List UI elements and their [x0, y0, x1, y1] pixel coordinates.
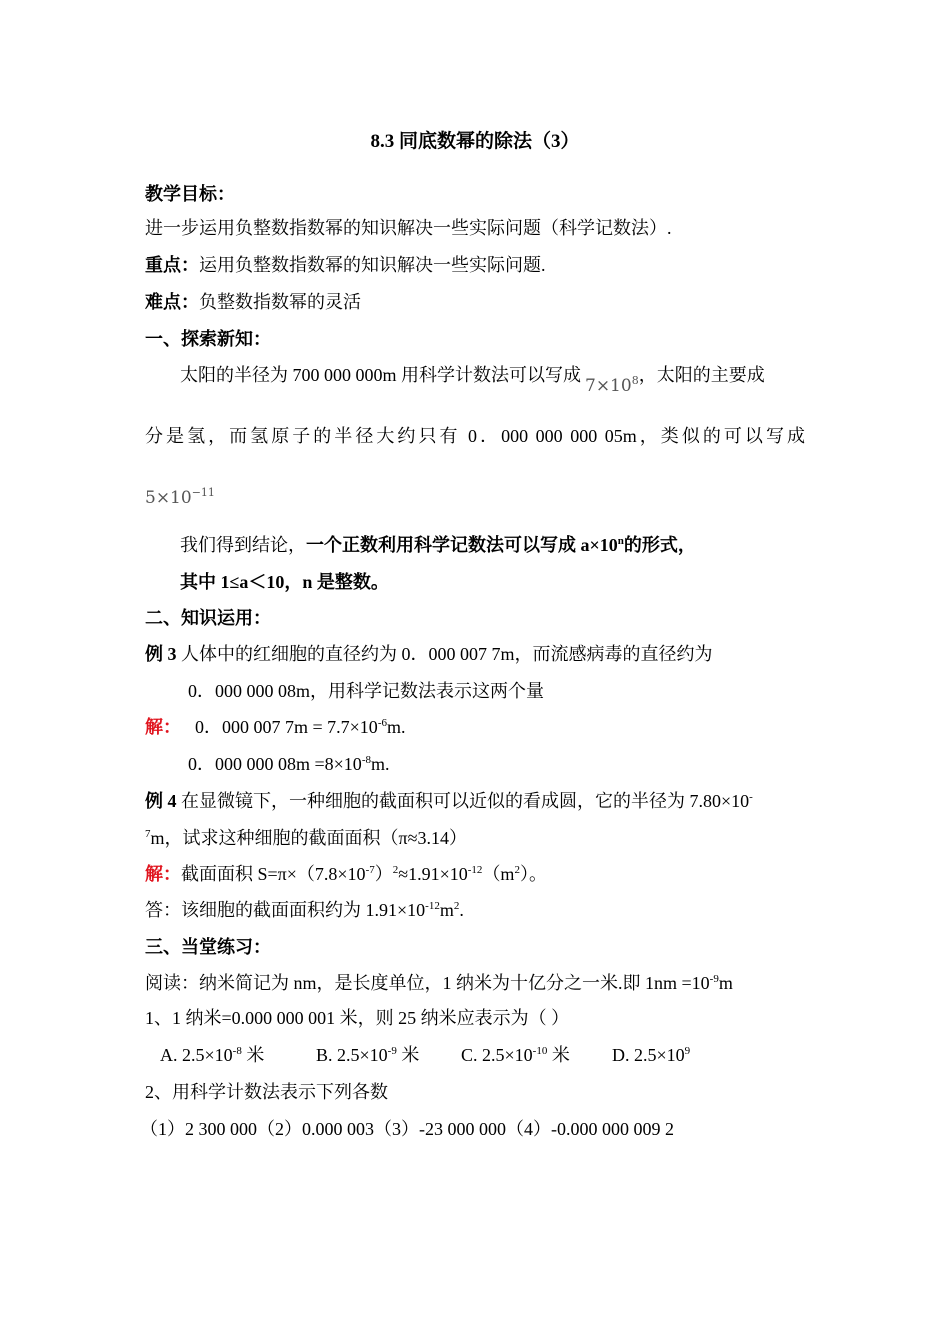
solution4-a: 截面面积 S=π×（7.8×10	[181, 864, 366, 884]
solution3-line1	[145, 715, 406, 739]
option-c-unit: 米	[547, 1045, 570, 1065]
sun-radius-text: 太阳的半径为 700 000 000m 用科学计数法可以写成	[180, 365, 581, 385]
conclusion-statement-b: 的形式，	[623, 535, 696, 555]
answer4-b: m	[439, 900, 454, 920]
example4-exp2: 7	[145, 828, 151, 840]
solution3-value1: 0．000 007 7m = 7.7×10	[195, 717, 378, 737]
question1: 1、1 纳米=0.000 000 001 米，则 25 纳米应表示为（ ）	[145, 1008, 570, 1028]
answer4-a: 答：该细胞的截面面积约为 1.91×10	[145, 900, 426, 920]
example3-text: 人体中的红细胞的直径约为 0．000 007 7m，而流感病毒的直径约为	[176, 644, 713, 664]
example4-line	[145, 789, 753, 813]
section3-heading: 三、当堂练习：	[145, 937, 271, 957]
key-text: 运用负整数指数幂的知识解决一些实际问题.	[199, 255, 546, 275]
solution4-line	[145, 862, 547, 886]
example4-label: 例 4	[145, 791, 177, 811]
option-a[interactable]	[160, 1043, 264, 1067]
key-point	[145, 253, 546, 277]
difficulty-point	[145, 290, 361, 314]
solution3-exp2: -8	[361, 754, 371, 766]
conclusion-line	[180, 533, 696, 557]
hydrogen-formula	[145, 486, 215, 510]
option-b-value: B. 2.5×10	[316, 1045, 388, 1065]
reading-line	[145, 971, 733, 995]
example4-text: 在显微镜下，一种细胞的截面积可以近似的看成圆，它的半径为 7.80×10	[176, 791, 750, 811]
solution4-exp3: -12	[467, 864, 483, 876]
hydrogen-formula-base: 5×10	[145, 488, 192, 508]
conclusion-statement	[306, 535, 696, 555]
option-c[interactable]	[461, 1043, 570, 1067]
option-d[interactable]	[612, 1043, 690, 1067]
option-a-exp: -8	[232, 1045, 242, 1057]
option-d-value: D. 2.5×10	[612, 1045, 685, 1065]
option-a-unit: 米	[241, 1045, 265, 1065]
key-label: 重点：	[145, 255, 199, 275]
example3-label: 例 3	[145, 644, 177, 664]
option-b[interactable]	[316, 1043, 419, 1067]
section2-heading: 二、知识运用：	[145, 608, 271, 628]
goals-heading: 教学目标：	[145, 184, 235, 204]
option-c-exp: -10	[532, 1045, 548, 1057]
option-b-unit: 米	[396, 1045, 420, 1065]
goals-text: 进一步运用负整数指数幂的知识解决一些实际问题（科学记数法）.	[145, 218, 672, 238]
page-title: 8.3 同底数幂的除法（3）	[370, 131, 580, 152]
option-c-value: C. 2.5×10	[461, 1045, 533, 1065]
solution4-label: 解：	[145, 864, 181, 884]
difficulty-label: 难点：	[145, 292, 199, 312]
option-d-exp: 9	[684, 1045, 691, 1057]
hydrogen-line: 分是氢，而氢原子的半径大约只有 0．000 000 000 05m，类似的可以写成	[145, 426, 805, 446]
conclusion-intro: 我们得到结论，	[180, 535, 306, 555]
solution4-c: ≈1.91×10	[398, 864, 468, 884]
example3-line	[145, 642, 713, 666]
answer4-exp1: -12	[425, 900, 440, 912]
solution4-exp2: 2	[392, 864, 399, 876]
option-a-value: A. 2.5×10	[160, 1045, 233, 1065]
solution3-line2	[188, 752, 390, 776]
sun-radius-tail: ，太阳的主要成	[638, 365, 765, 385]
conclusion-condition: 其中 1≤a＜10，n 是整数。	[180, 572, 389, 592]
sun-radius-line	[180, 363, 765, 396]
reading-a: 阅读：纳米简记为 nm，是长度单位，1 纳米为十亿分之一米.即 1nm =10	[145, 973, 710, 993]
option-b-exp: -9	[387, 1045, 397, 1057]
conclusion-statement-a: 一个正数利用科学记数法可以写成 a×10	[306, 535, 618, 555]
example3-text-2: 0．000 000 08m，用科学记数法表示这两个量	[188, 681, 544, 701]
solution3-label: 解：	[145, 717, 181, 737]
solution4-b: ）	[374, 864, 393, 884]
question2: 2、用科学计数法表示下列各数	[145, 1082, 388, 1102]
question2-items: （1）2 300 000（2）0.000 003（3）-23 000 000（4）-0.000 000 009 2	[140, 1119, 674, 1139]
solution3-unit1: m.	[386, 717, 406, 737]
solution4-e: ）。	[519, 864, 547, 884]
solution3-unit2: m.	[370, 754, 390, 774]
reading-b: m	[718, 973, 733, 993]
solution3-exp1: -6	[377, 717, 387, 729]
hydrogen-formula-exp: −11	[191, 486, 215, 499]
conclusion-exp: n	[617, 535, 624, 547]
sun-formula-exp: 8	[631, 374, 639, 387]
sun-formula-base: 7×10	[585, 376, 632, 396]
sun-radius-formula	[585, 376, 639, 396]
answer4-c: .	[459, 900, 464, 920]
solution4-exp4: 2	[514, 864, 520, 876]
difficulty-text: 负整数指数幂的灵活	[199, 292, 361, 312]
section1-heading: 一、探索新知：	[145, 329, 271, 349]
solution3-value2: 0．000 000 08m =8×10	[188, 754, 362, 774]
answer4-line	[145, 898, 464, 922]
solution4-exp1: -7	[365, 864, 375, 876]
answer4-exp2: 2	[453, 900, 460, 912]
solution4-d: （m	[482, 864, 515, 884]
example4-exp: -	[749, 791, 753, 803]
reading-exp: -9	[709, 973, 719, 985]
example4-text2: m，试求这种细胞的截面面积（π≈3.14）	[150, 828, 467, 848]
example4-line2	[145, 826, 467, 850]
